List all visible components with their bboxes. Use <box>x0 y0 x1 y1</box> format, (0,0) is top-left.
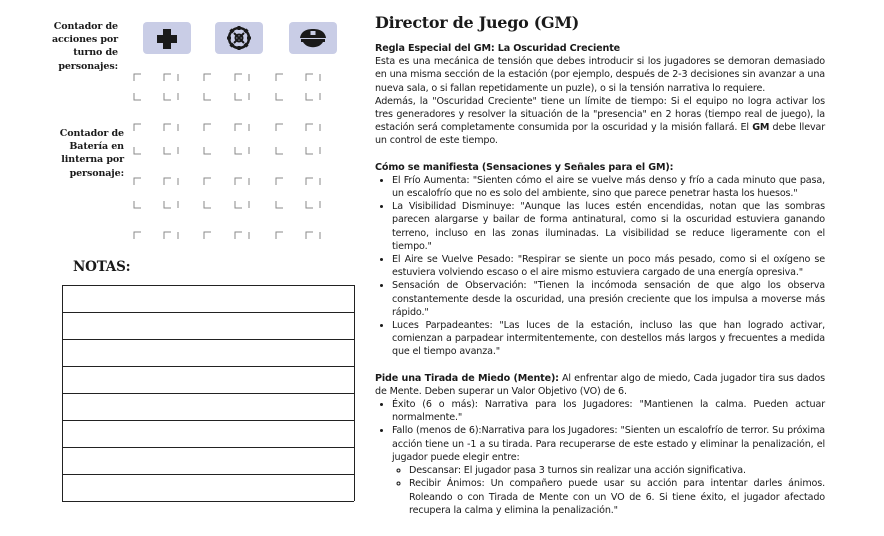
counter-tick <box>204 178 211 185</box>
counter-tick <box>134 147 141 154</box>
notes-line <box>62 339 354 340</box>
gm-section <box>375 12 825 517</box>
label-line: Contador de <box>53 21 118 32</box>
counter-tick <box>235 147 242 154</box>
medical-cross-icon <box>143 22 191 54</box>
counter-tick <box>134 74 141 81</box>
counter-tick <box>276 232 283 239</box>
signs-heading-text: Cómo se manifiesta (Sensaciones y Señales para el GM): <box>375 161 674 173</box>
fear-options-list <box>392 464 825 517</box>
label-line: personajes: <box>58 60 118 72</box>
counter-tick <box>164 232 171 239</box>
counter-tick <box>235 93 242 100</box>
list-item: • La Visibilidad Disminuye: "Aunque las luces estén encendidas, notan que las sombras parecen alargarse y bailar de forma antinatural, como si la oscuridad estuviera ganando terreno, incluso en las zonas iluminadas. La visibilidad se reduce ligeramente con el tiempo." <box>392 200 825 253</box>
gm-title: Director de Juego (GM) <box>375 13 580 32</box>
counter-tick <box>276 201 283 208</box>
list-item: • Éxito (6 o más): Narrativa para los Jugadores: "Mantienen la calma. Pueden actuar normalmente." <box>392 398 825 424</box>
signs-list <box>375 174 825 359</box>
counter-tick <box>235 201 242 208</box>
counter-tick <box>235 124 242 131</box>
counter-tick <box>134 232 141 239</box>
notes-line <box>62 474 354 475</box>
counter-tick <box>276 93 283 100</box>
notes-title: NOTAS: <box>73 259 131 275</box>
label-line: turno de <box>73 47 118 59</box>
notes-right-edge <box>354 285 355 501</box>
counter-tick <box>164 147 171 154</box>
police-cap-icon <box>289 22 337 54</box>
counter-grid <box>128 68 358 246</box>
rule-para-1: Esta es una mecánica de tensión que debes introducir si los jugadores se demoran demasiado en una misma sección de la estación (por ejemplo, después de 2-3 decisiones sin avanzar a una nueva sala, o si fallan repetidamente un puzle), o si la tensión narrativa lo requiere. <box>375 56 825 94</box>
counter-tick <box>204 124 211 131</box>
label-line: personaje: <box>69 167 124 179</box>
counter-tick <box>306 74 313 81</box>
counter-tick <box>306 232 313 239</box>
fear-heading: Pide una Tirada de Miedo (Mente): <box>375 372 559 384</box>
list-item: • El Aire se Vuelve Pesado: "Respirar se siente un poco más pesado, como si el oxígeno se estuviera volviendo escaso o el aire mismo estuviera cargado de una energía opresiva." <box>392 253 825 279</box>
label-line: Batería en <box>69 141 124 153</box>
action-counter-label <box>40 20 118 73</box>
counter-tick <box>164 93 171 100</box>
list-item: • Luces Parpadeantes: "Las luces de la estación, incluso las que han logrado activar, comienzan a parpadear intermitentemente, con destellos más largos y frecuentes a medida que el tiempo avanza." <box>392 319 825 359</box>
battery-counter-label <box>40 127 124 180</box>
notes-line <box>62 312 354 313</box>
counter-tick <box>204 74 211 81</box>
notes-line <box>62 366 354 367</box>
rule-heading <box>375 42 825 55</box>
counter-tick <box>204 93 211 100</box>
counter-tick <box>134 93 141 100</box>
counter-tick <box>276 147 283 154</box>
counter-tick <box>276 178 283 185</box>
engineer-icon-box <box>215 22 263 54</box>
rule-para-2-gm: GM <box>752 122 770 134</box>
counter-tick <box>306 147 313 154</box>
list-item <box>392 424 825 516</box>
counter-tick <box>134 201 141 208</box>
list-item: ◦ Descansar: El jugador pasa 3 turnos sin realizar una acción significativa. <box>409 464 825 477</box>
notes-line <box>62 420 354 421</box>
notes-line <box>62 285 354 286</box>
label-line: acciones por <box>51 34 118 46</box>
fear-intro-text: Al enfrentar algo de miedo, Cada jugador tira sus dados de Mente. Deben superar un Valor Objetivo (VO) de 6. <box>375 372 825 397</box>
rule-heading-text: Regla Especial del GM: La Oscuridad Creciente <box>375 43 620 54</box>
rule-para-2-a: Además, la "Oscuridad Creciente" tiene un límite de tiempo: Si el equipo no logra activar los tres generadores y resolver la situación de la "presencia" en 2 horas (tiempo real de juego), la estación será completamente consumida por la oscuridad y la misión fallará. El <box>375 95 825 134</box>
counter-tick <box>276 124 283 131</box>
rule-para-2-c: debe llevar un control de este tiempo. <box>375 122 825 147</box>
label-line: Contador de <box>59 128 124 139</box>
counter-tick <box>204 232 211 239</box>
counter-tick <box>134 124 141 131</box>
label-line: linterna por <box>61 154 124 166</box>
counter-tick <box>235 232 242 239</box>
counter-tick <box>306 178 313 185</box>
police-icon-box <box>289 22 337 54</box>
counter-tick <box>276 74 283 81</box>
counter-tick <box>164 124 171 131</box>
gear-icon <box>215 22 263 54</box>
notes-line <box>62 447 354 448</box>
notes-line <box>62 501 354 502</box>
fear-list <box>375 398 825 517</box>
counter-tick <box>204 201 211 208</box>
signs-heading <box>375 161 825 174</box>
counter-tick <box>235 178 242 185</box>
fear-intro <box>375 372 825 398</box>
counter-tick <box>164 178 171 185</box>
list-item: • Sensación de Observación: "Tienen la incómoda sensación de que algo los observa constantemente desde la oscuridad, una presión creciente que los impulsa a moverse más rápido." <box>392 279 825 319</box>
counter-tick <box>164 74 171 81</box>
fear-fail-text: Fallo (menos de 6):Narrativa para los Jugadores: "Sienten un escalofrío de terror. Su próxima acción tiene un -1 a su tirada. Para recuperarse de este estado y eliminar la penalización, el jugador puede elegir entre: <box>392 425 825 463</box>
rule-para-2 <box>375 95 825 148</box>
counter-tick <box>204 147 211 154</box>
counter-tick <box>235 74 242 81</box>
list-item: • El Frío Aumenta: "Sienten cómo el aire se vuelve más denso y frío a cada minuto que pasa, un escalofrío que no es solo del ambiente, sino que parece penetrar hasta los huesos." <box>392 174 825 200</box>
counter-tick <box>164 201 171 208</box>
list-item: ◦ Recibir Ánimos: Un compañero puede usar su acción para intentar darles ánimos. Roleando o con Tirada de Mente con un VO de 6. Si tiene éxito, el jugador afectado recupera la calma y elimina la penalización." <box>409 477 825 517</box>
counter-tick <box>306 201 313 208</box>
counter-tick <box>306 124 313 131</box>
counter-tick <box>134 178 141 185</box>
counter-tick <box>306 93 313 100</box>
notes-line <box>62 393 354 394</box>
medic-icon-box <box>143 22 191 54</box>
